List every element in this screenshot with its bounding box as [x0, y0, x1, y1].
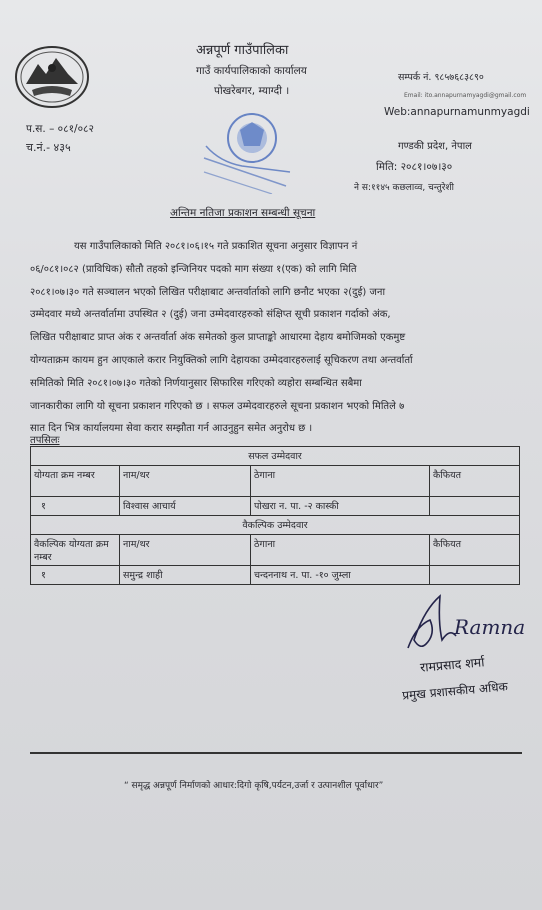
column-header: नाम/थर [120, 535, 251, 566]
dispatch-number: च.नं.- ४३५ [26, 141, 71, 154]
org-name: अन्नपूर्ण गाउँपालिका [196, 43, 289, 58]
table-cell: चन्दननाथ न. पा. -१० जुम्ला [251, 566, 430, 585]
successful-heading: सफल उम्मेदवार [31, 447, 520, 466]
table-row [31, 497, 520, 516]
signatory-name: रामप्रसाद शर्मा [419, 654, 485, 675]
table-cell [430, 566, 520, 585]
table-cell: १ [31, 566, 120, 585]
table-cell: विश्वास आचार्य [120, 497, 251, 516]
reference-number: प.स. – ०८१/०८२ [26, 123, 94, 135]
province: गण्डकी प्रदेश, नेपाल [398, 141, 472, 152]
notice-line: जानकारीका लागि यो सूचना प्रकाशन गरिएको छ । सफल उम्मेदवारहरुले सूचना प्रकाशन भएको मितिले ७ [30, 400, 405, 412]
column-header: नाम/थर [120, 466, 251, 497]
contact-email: Email: ito.annapurnamyagdi@gmail.com [404, 92, 527, 99]
successful-header-row [31, 466, 520, 497]
contact-phone: सम्पर्क नं. ९८५७६८३८९० [398, 72, 484, 83]
notice-title: अन्तिम नतिजा प्रकाशन सम्बन्धी सूचना [170, 207, 316, 219]
notice-line: लिखित परीक्षाबाट प्राप्त अंक र अन्तर्वार्ता अंक समेतको कुल प्राप्ताङ्को आधारमा देहाय बमोजिमको एकमुष्ट [30, 332, 406, 344]
column-header: ठेगाना [251, 535, 430, 566]
signatory-designation: प्रमुख प्रशासकीय अधिक [401, 679, 509, 703]
notice-line: २०८१।०७।३० गते सञ्चालन भएको लिखित परीक्षाबाट अन्तर्वार्ताको लागि छनौट भएका २(दुई) जना [30, 286, 386, 298]
notice-line: सात दिन भित्र कार्यालयमा सेवा करार सम्झौता गर्न आउनुहुन समेत अनुरोध छ । [30, 423, 313, 435]
footer-slogan: “ समृद्ध अन्नपूर्ण निर्माणको आधार:दिगो कृषि,पर्यटन,उर्जा र उत्पानशील पूर्वाधार” [124, 781, 384, 791]
column-header: योग्यता क्रम नम्बर [31, 466, 120, 497]
notice-body [30, 236, 514, 441]
alternate-heading: वैकल्पिक उम्मेदवार [31, 516, 520, 535]
details-label: तपसिलः [30, 435, 60, 446]
notice-line: यस गाउँपालिकाको मिति २०८१।०६।१५ गते प्रकाशित सूचना अनुसार विज्ञापन नं [74, 241, 358, 252]
alternate-header-row [31, 535, 520, 566]
table-cell [430, 497, 520, 516]
signature [396, 590, 542, 660]
notice-date: मिति: २०८१।०७।३० [376, 161, 453, 173]
column-header: वैकल्पिक योग्यता क्रम नम्बर [31, 535, 120, 566]
notice-line: ०६/०८१।०८२ (प्राविधिक) सौतौ तहको इन्जिनियर पदको माग संख्या १(एक) को लागि मिति [30, 263, 357, 275]
office-stamp [200, 102, 300, 194]
signature-scrawl: Ramna [454, 615, 526, 639]
table-cell: १ [31, 497, 120, 516]
notice-line: समितिको मिति २०८१।०७।३० गतेको निर्णयानुसार सिफारिस गरिएको व्यहोरा सम्बन्धित सबैमा [30, 377, 362, 389]
table-cell: पोखरा न. पा. -२ कास्की [251, 497, 430, 516]
notice-line: उम्मेदवार मध्ये अन्तर्वार्तामा उपस्थित २ (दुई) जना उम्मेदवारहरुको संक्षिप्त सूची प्रकाशन गर्दाको अंक, [30, 309, 391, 321]
dispatch-register: ने स:११४५ कछलाव्व, चन्तुरेशी [354, 183, 454, 193]
table-row [31, 566, 520, 585]
column-header: कैफियत [430, 466, 520, 497]
column-header: कैफियत [430, 535, 520, 566]
nepal-emblem-logo [12, 44, 92, 110]
column-header: ठेगाना [251, 466, 430, 497]
table-cell: समुन्द्र शाही [120, 566, 251, 585]
footer-divider [30, 752, 522, 754]
office-address: पोखरेबगर, म्याग्दी । [214, 85, 290, 97]
website: Web:annapurnamunmyagdi [384, 106, 530, 118]
notice-line: योग्यताक्रम कायम हुन आएकाले करार नियुक्तिको लागि देहायका उम्मेदवारहरुलाई सूचिकरण तथा अन्तर्वार्ता [30, 354, 413, 366]
office-name: गाउँ कार्यपालिकाको कार्यालय [196, 65, 307, 77]
results-table [30, 446, 520, 585]
